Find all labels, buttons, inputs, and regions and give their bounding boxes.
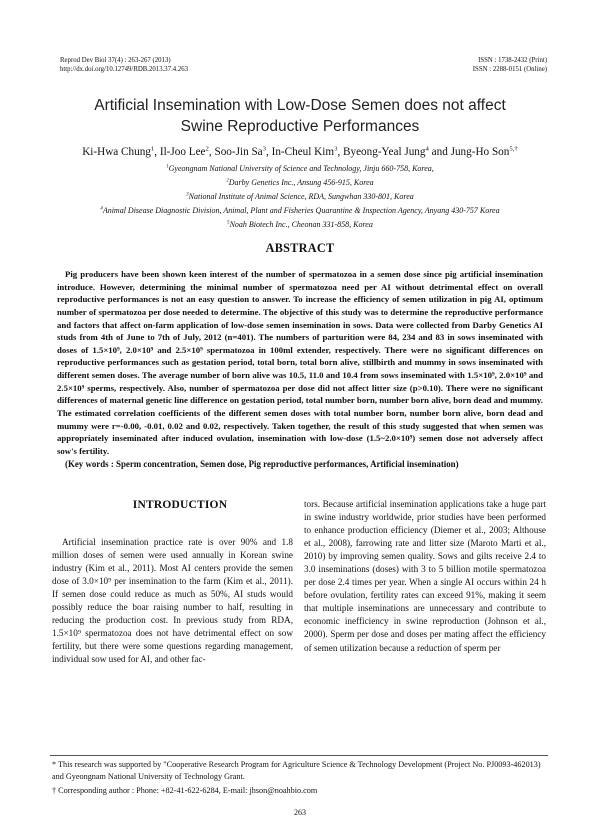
title-line-1: Artificial Insemination with Low-Dose Semen does not affect [94, 97, 506, 114]
title-line-2: Swine Reproductive Performances [180, 118, 420, 135]
corresponding-author-footnote: † Corresponding author : Phone: +82-41-622-6284, E-mail: jhson@noahbio.com [52, 786, 318, 795]
affiliation-line: $^5$Noah Biotech Inc., Cheonan 331-858, Korea [227, 219, 373, 229]
intro-left-column: Artificial insemination practice rate is over 90% and 1.8 million doses of semen were used annually in Korean swine industry (Kim et al., 2011). Most AI centers provide the semen dose of 3.0×10⁹ per insemination to the farm (Kim et al., 2011). If semen dose could reduce as much as 50%, AI studs would possibly reduce the boar raising number to half, resulting in reducing the production cost. In previous study from RDA, 1.5×10⁹ spermatozoa does not have detrimental effect on sow fertility, but there were some questions regarding management, individual sow used for AI, and other fac- [52, 537, 293, 665]
author-sup: 4 [425, 145, 429, 153]
author-name: Byeong-Yeal Jung [343, 146, 426, 158]
affiliation-line: $^4$Animal Disease Diagnostic Division, Animal, Plant and Fisheries Quarantine & Inspection Agency, Anyang 430-757 Korea [100, 205, 500, 215]
author-sup: 3 [334, 145, 338, 153]
keywords: (Key words : Sperm concentration, Semen dose, Pig reproductive performances, Artificial insemination) [65, 459, 459, 469]
author-sup: 2 [205, 145, 209, 153]
footnote-divider [50, 755, 548, 756]
author-name: Ki-Hwa Chung [82, 146, 151, 158]
affiliation-line: $^1$Gyeongnam National University of Science and Technology, Jinju 660-758, Korea, [166, 164, 434, 173]
abstract-body: Pig producers have been shown keen interest of the number of spermatozoa in a semen dose since pig artificial insemination introduce. However, determining the minimal number of spermatozoa need per AI without detrimental effect on overall reproductive performances is not an easy question to answer. To increase the efficiency of semen utilization in pig AI, optimum number of spermatozoa per dose needed to determine. The objective of this study was to determine the reproductive performance and factors that affect on-farm application of low-dose semen insemination in sows. Data were collected from Darby Genetics AI studs from 4th of June to 7th of July, 2012 (n=401). The numbers of parturition were 84, 234 and 83 in sows inseminated with doses of 1.5×10⁹, 2.0×10⁹ and 2.5×10⁹ spermatozoa in 100ml extender, respectively. There were no significant differences on reproductive performances such as gestation period, total born, total born alive, stillbirth and mummy in sows inseminated with different semen doses. The average number of born alive was 10.5, 11.0 and 10.4 from sows inseminated with 1.5×10⁹, 2.0×10⁹ and 2.5×10⁹ sperms, respectively. Also, number of spermatozoa per dose did not affect litter size (p>0.10). There were no significant differences of maternal genetic line difference on gestation period, total number born, number born alive, born dead and mummy. The estimated correlation coefficients of the different semen doses with total number born, number born alive, born dead and mummy were r=-0.00, -0.01, 0.02 and 0.02, respectively. Taken together, the result of this study suggested that when semen was appropriately inseminated after induced ovulation, insemination with low-dose (1.5~2.0×10⁹) semen dose not adversely affect sow's fertility. [57, 269, 543, 456]
section-heading-introduction: INTRODUCTION [132, 499, 228, 511]
author-name: Soo-Jin Sa [214, 146, 263, 158]
intro-right-column: tors. Because artificial insemination applications take a huge part in swine industry worldwide, prior studies have been performed to enhance production efficiency (Diemer et al., 2003; Althouse et al., 2008), farrowing rate and litter size (Maroto Marti et al., 2010) by improving semen quality. Sows and gilts receive 2.4 to 3.0 inseminations (doses) with 3 to 5 billion motile spermatozoa per dose 2.4 times per year. When a single AI occurs within 24 h before ovulation, fertility rates can exceed 91%, making it seem that multiple inseminations are unnecessary and contribute to economic inefficiency in swine reproduction (Johnson et al., 2000). Sperm per dose and doses per mating affect the efficiency of semen utilization because a reduction of sperm per [304, 499, 546, 653]
journal-header [60, 56, 188, 74]
issn-block [473, 56, 547, 74]
author-name: Jung-Ho Son [450, 146, 510, 158]
author-name: In-Cheul Kim [271, 146, 335, 158]
doi-link[interactable]: http://dx.doi.org/10.12749/RDB.2013.37.4.263 [60, 66, 189, 73]
author-list: Ki-Hwa Chung$^1$, Il-Joo Lee$^2$, Soo-Jin Sa$^3$, In-Cheul Kim$^3$, Byeong-Yeal Jung$^4$ and Jung-Ho Son$^{5,\dagger}$ [82, 145, 518, 158]
author-name: Il-Joo Lee [159, 146, 206, 158]
funding-footnote: * This research was supported by "Cooperative Research Program for Agriculture Science & Technology Development (Project No. PJ0093-462013) and Gyeongnam National University of Technology Grant. [52, 760, 541, 781]
issn-online: ISSN : 2288-0151 (Online) [472, 66, 547, 73]
affiliation-line: $^3$National Institute of Animal Science, RDA, Sungwhan 330-801, Korea [186, 191, 414, 201]
page-number: 263 [294, 808, 306, 817]
affiliations [0, 162, 600, 232]
article-title [0, 95, 600, 137]
issn-print: ISSN : 1738-2432 (Print) [478, 57, 547, 64]
journal-citation: Reprod Dev Biol 37(4) : 263-267 (2013) [60, 57, 171, 64]
abstract-heading: ABSTRACT [265, 241, 335, 255]
author-sup: 3 [262, 145, 267, 153]
author-sup: 5,† [509, 145, 518, 153]
author-sup: 1 [150, 145, 155, 153]
affiliation-line: $^2$Darby Genetics Inc., Ansung 456-915, Korea [226, 177, 374, 187]
